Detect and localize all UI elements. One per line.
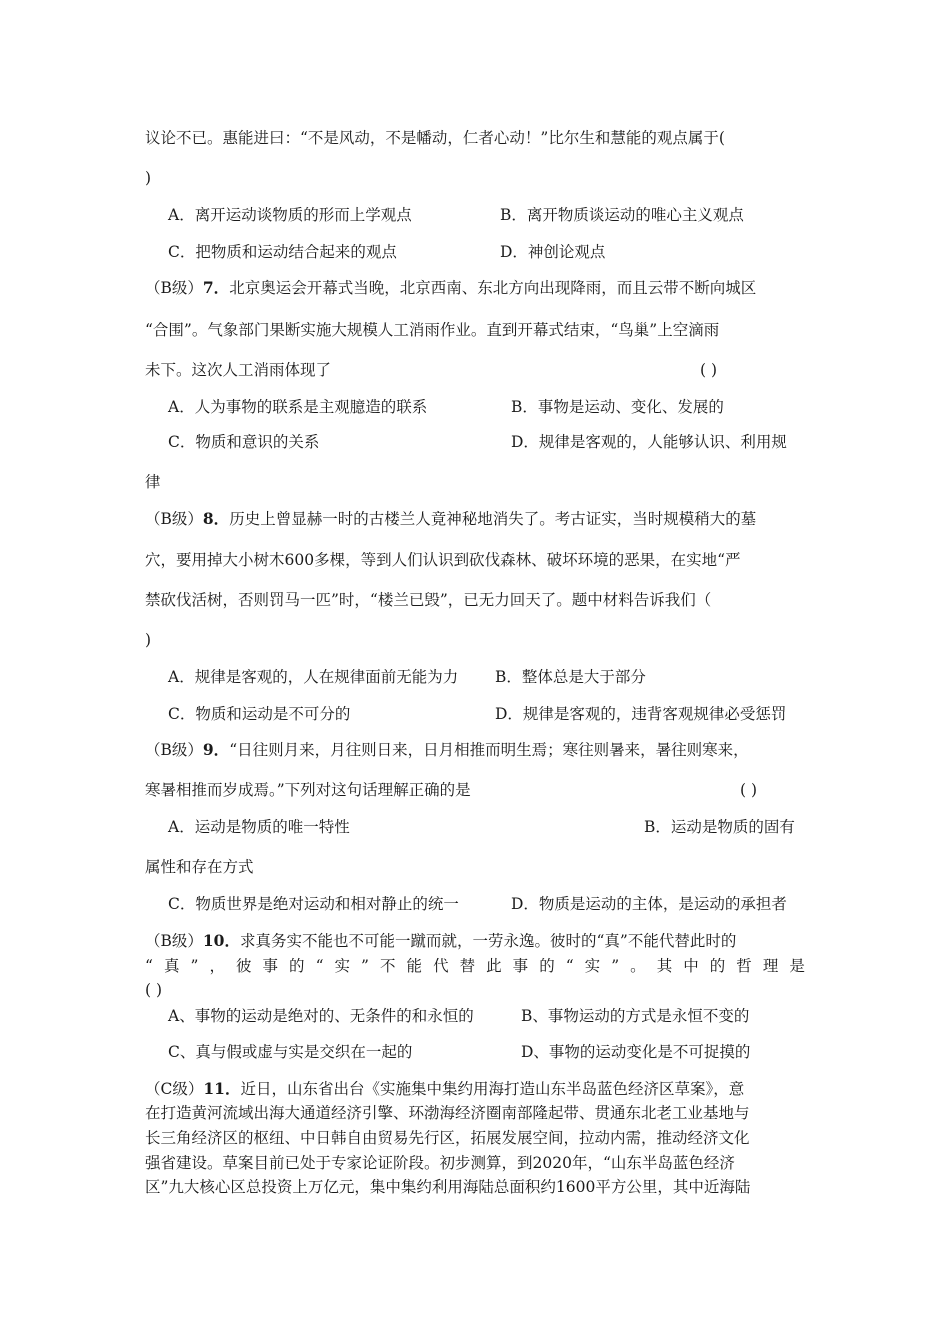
q10-stem-line-2-char: 的 <box>539 957 555 975</box>
q10-stem-line-2-char: 是 <box>789 957 805 975</box>
q8-answer-paren: ) <box>145 631 152 649</box>
q10-stem-line-2-char: 能 <box>406 957 423 975</box>
q9-stem-line-2: 寒暑相推而岁成焉。”下列对这句话理解正确的是 <box>145 781 471 799</box>
q10-stem-line-2-char: 的 <box>709 957 726 975</box>
q10-option-a: A、事物的运动是绝对的、无条件的和永恒的 <box>168 1007 474 1025</box>
q10-stem-line-2-char: 理 <box>762 957 779 975</box>
q10-option-d: D、事物的运动变化是不可捉摸的 <box>521 1043 751 1061</box>
q11-stem-line-3: 长三角经济区的枢纽、中日韩自由贸易先行区，拓展发展空间，拉动内需，推动经济文化 <box>145 1129 750 1147</box>
q10-level: （B级） <box>145 932 203 950</box>
q7-stem-text: 北京奥运会开幕式当晚，北京西南、东北方向出现降雨，而且云带不断向城区 <box>229 279 757 297</box>
q9-option-b: B．运动是物质的固有 <box>644 818 795 836</box>
q10-stem-line-1 <box>145 931 736 951</box>
q6-option-d: D．神创论观点 <box>500 243 606 261</box>
q10-stem-line-2-char: “ <box>315 957 324 975</box>
q7-stem-line-1 <box>145 278 756 298</box>
q10-number: 10． <box>202 931 240 950</box>
q7-stem-line-2: “合围”。气象部门果断实施大规模人工消雨作业。直到开幕式结束，“鸟巢”上空滴雨 <box>145 321 720 339</box>
q9-option-d: D．物质是运动的主体，是运动的承担者 <box>511 895 787 913</box>
q9-option-c: C．物质世界是绝对运动和相对静止的统一 <box>168 895 459 913</box>
q10-stem-line-2-char: 不 <box>380 957 396 975</box>
q7-number: 7． <box>202 278 230 297</box>
q10-stem-line-2-char: ” <box>190 957 199 975</box>
q10-stem-line-2-char: 哲 <box>736 957 752 975</box>
q8-stem-line-2: 穴，要用掉大小树木600多棵，等到人们认识到砍伐森林、破坏环境的恶果，在实地“严 <box>145 551 741 569</box>
q10-stem-line-2-char: 彼 <box>235 957 252 975</box>
q8-number: 8． <box>202 509 230 528</box>
q6-answer-paren: ) <box>145 169 152 187</box>
q9-level: （B级） <box>145 741 203 759</box>
q10-option-b: B、事物运动的方式是永恒不变的 <box>521 1007 750 1025</box>
q8-option-b: B．整体总是大于部分 <box>495 668 646 686</box>
q10-stem-line-2 <box>145 956 805 976</box>
q8-option-a: A．规律是客观的，人在规律面前无能为力 <box>168 668 459 686</box>
q8-level: （B级） <box>145 510 203 528</box>
q6-option-b: B．离开物质谈运动的唯心主义观点 <box>500 206 744 224</box>
q10-option-c: C、真与假或虚与实是交织在一起的 <box>168 1043 413 1061</box>
q10-stem-line-2-char: ” <box>361 957 369 975</box>
q10-stem-line-2-char: 的 <box>289 957 305 975</box>
q11-stem-line-1 <box>145 1079 744 1099</box>
q10-stem-line-2-char: ， <box>209 957 225 975</box>
q6-stem-line-1: 议论不已。惠能进曰：“不是风动，不是幡动，仁者心动！”比尔生和慧能的观点属于( <box>145 129 725 147</box>
q11-stem-line-4: 强省建设。草案目前已处于专家论证阶段。初步测算，到2020年，“山东半岛蓝色经济 <box>145 1154 735 1172</box>
q10-stem-line-2-char: 此 <box>486 957 502 975</box>
q7-option-a: A．人为事物的联系是主观臆造的联系 <box>168 398 428 416</box>
q10-stem-line-2-char: “ <box>565 957 574 975</box>
q6-option-c: C．把物质和运动结合起来的观点 <box>168 243 397 261</box>
q7-answer-paren: ( ) <box>700 361 718 379</box>
q6-option-a: A．离开运动谈物质的形而上学观点 <box>168 206 412 224</box>
q7-option-d: D．规律是客观的，人能够认识、利用规 <box>511 433 787 451</box>
q8-option-c: C．物质和运动是不可分的 <box>168 705 351 723</box>
q11-stem-line-5: 区”九大核心区总投资上万亿元，集中集约利用海陆总面积约1600平方公里，其中近海陆 <box>145 1178 751 1196</box>
q10-answer-paren: ( ) <box>145 981 163 999</box>
q10-stem-line-2-char: “ <box>145 957 153 975</box>
q10-stem-line-2-char: ” <box>611 957 620 975</box>
q8-stem-line-3: 禁砍伐活树，否则罚马一匹”时，“楼兰已毁”，已无力回天了。题中材料告诉我们（ <box>145 591 712 609</box>
q11-number: 11． <box>203 1079 241 1098</box>
q10-stem-line-2-char: 。 <box>630 957 646 975</box>
q10-stem-line-2-char: 中 <box>683 957 699 975</box>
q8-option-d: D．规律是客观的，违背客观规律必受惩罚 <box>495 705 787 723</box>
q7-option-d-wrap: 律 <box>145 473 161 491</box>
q9-stem-line-1 <box>145 740 749 760</box>
q10-stem-line-2-char: 事 <box>262 957 279 975</box>
q8-stem-line-1 <box>145 509 756 529</box>
q10-stem-line-2-char: 替 <box>459 957 476 975</box>
q7-stem-line-3: 未下。这次人工消雨体现了 <box>145 361 332 379</box>
q7-option-c: C．物质和意识的关系 <box>168 433 320 451</box>
q10-stem-line-2-char: 代 <box>433 957 449 975</box>
q9-option-a: A．运动是物质的唯一特性 <box>168 818 350 836</box>
q10-stem-line-2-char: 真 <box>163 957 180 975</box>
q11-stem-line-2: 在打造黄河流域出海大通道经济引擎、环渤海经济圈南部隆起带、贯通东北老工业基地与 <box>145 1104 750 1122</box>
q10-stem-line-2-char: 实 <box>334 957 351 975</box>
q10-stem-line-2-char: 实 <box>584 957 601 975</box>
q8-stem-text: 历史上曾显赫一时的古楼兰人竟神秘地消失了。考古证实，当时规模稍大的墓 <box>229 510 757 528</box>
q7-level: （B级） <box>145 279 203 297</box>
q9-option-b-wrap: 属性和存在方式 <box>145 858 254 876</box>
q10-stem-line-2-char: 其 <box>656 957 673 975</box>
q10-stem-text: 求真务实不能也不可能一蹴而就，一劳永逸。彼时的“真”不能代替此时的 <box>239 932 737 950</box>
q11-level: （C级） <box>145 1080 204 1098</box>
q7-option-b: B．事物是运动、变化、发展的 <box>511 398 724 416</box>
q9-number: 9． <box>202 740 230 759</box>
q10-stem-line-2-char: 事 <box>512 957 529 975</box>
q11-stem-text: 近日，山东省出台《实施集中集约用海打造山东半岛蓝色经济区草案》，意 <box>240 1080 745 1098</box>
q9-answer-paren: ( ) <box>740 781 758 799</box>
q9-stem-text: “日往则月来，月往则日来，日月相推而明生焉；寒往则暑来，暑往则寒来， <box>229 741 749 759</box>
